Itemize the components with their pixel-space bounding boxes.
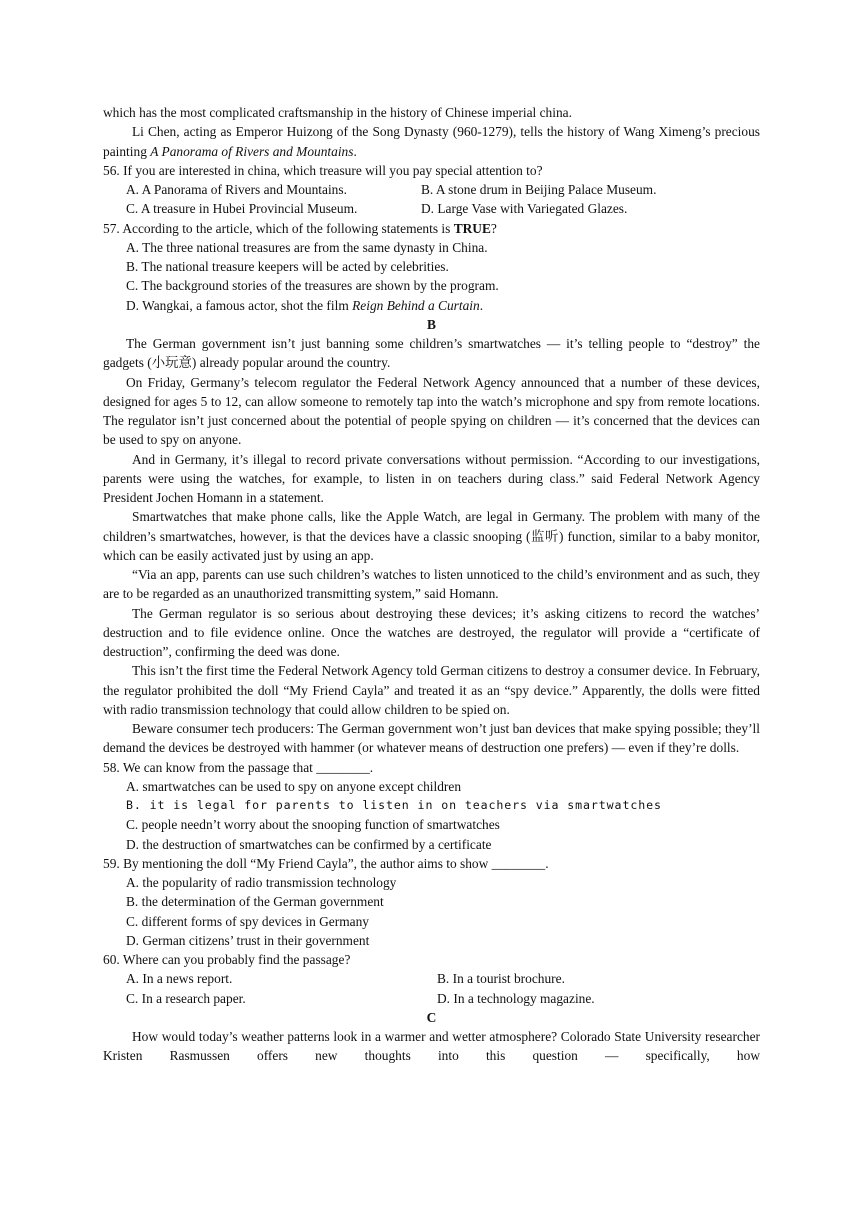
question-56 [103,161,760,219]
q60-option-b: B. In a tourist brochure. [437,971,565,987]
section-b-paragraph-6: The German regulator is so serious about destroying these devices; it’s asking citizens to record the watches’ destruction and to file evidence online. Once the watches are destroyed, the regulator will provide a “certificate of destruction”, confirming the deed was done. [103,605,760,659]
question-60-stem: 60. Where can you probably find the passage? [103,952,351,967]
exam-page [103,103,760,1066]
q60-option-a: A. In a news report. [126,971,233,987]
q58-option-a: A. smartwatches can be used to spy on anyone except children [126,778,462,794]
passage-a-li-chen-paragraph: Li Chen, acting as Emperor Huizong of the Song Dynasty (960-1279), tells the history of Wang Ximeng’s precious painting A Panorama of Rivers and Mountains. [103,124,760,159]
q60-option-d: D. In a technology magazine. [437,990,595,1006]
section-c-paragraph-1: How would today’s weather patterns look in a warmer and wetter atmosphere? Colorado State University researcher Kristen Rasmussen offers new thoughts into this question — specifically, how [103,1029,760,1064]
q58-option-d: D. the destruction of smartwatches can be confirmed by a certificate [126,836,492,852]
section-b-paragraph-5: “Via an app, parents can use such children’s watches to listen unnoticed to the child’s environment and as such, they are to be regarded as an unauthorized transmitting system,” said Homann. [103,567,760,602]
q58-option-b: B. it is legal for parents to listen in on teachers via smartwatches [126,798,662,812]
q56-option-a: A. A Panorama of Rivers and Mountains. [126,182,347,197]
q57-option-c: C. The background stories of the treasures are shown by the program. [126,278,499,294]
question-59-stem: 59. By mentioning the doll “My Friend Cayla”, the author aims to show ________. [103,855,549,871]
question-58 [103,758,760,854]
section-b-paragraph-1: The German government isn’t just banning some children’s smartwatches — it’s telling people to “destroy” the gadgets (小玩意) already popular around the country. [103,336,760,371]
q58-option-c: C. people needn’t worry about the snooping function of smartwatches [126,817,500,833]
q59-option-c: C. different forms of spy devices in Germany [126,913,369,929]
q57-option-d: D. Wangkai, a famous actor, shot the film Reign Behind a Curtain. [126,297,484,313]
section-b-paragraph-3: And in Germany, it’s illegal to record private conversations without permission. “According to our investigations, parents were using the watches, for example, to listen in on teachers during class.” said Federal Network Agency President Jochen Homann in a statement. [103,451,760,505]
question-56-stem: 56. If you are interested in china, which treasure will you pay special attention to? [103,162,543,178]
q59-option-b: B. the determination of the German government [126,894,384,910]
q57-option-a: A. The three national treasures are from the same dynasty in China. [126,239,488,255]
q59-option-d: D. German citizens’ trust in their government [126,932,370,948]
question-59 [103,854,760,950]
question-58-stem: 58. We can know from the passage that ________. [103,759,374,775]
question-60 [103,950,760,1008]
section-b-paragraph-2: On Friday, Germany’s telecom regulator the Federal Network Agency announced that a number of these devices, designed for ages 5 to 12, can allow someone to remotely tap into the watch’s microphone and spy from remote locations. The regulator isn’t just concerned about the potential of people spying on children — it’s concerned that the devices can be used to spy on anyone. [103,374,760,448]
section-b-paragraph-4: Smartwatches that make phone calls, like the Apple Watch, are legal in Germany. The problem with many of the children’s smartwatches, however, is that the devices have a classic snooping (监听) function, similar to a baby monitor, which can be easily activated just by using an app. [103,509,760,563]
q59-option-a: A. the popularity of radio transmission technology [126,875,397,890]
section-c-heading: C [426,1009,437,1025]
section-b-paragraph-7: This isn’t the first time the Federal Network Agency told German citizens to destroy a consumer device. In February, the regulator prohibited the doll “My Friend Cayla” and treated it as an “spy device.” Apparently, the dolls were fitted with radio transmission technology that could allow children to be spied on. [103,663,760,717]
q56-option-d: D. Large Vase with Variegated Glazes. [421,201,628,217]
q57-option-b: B. The national treasure keepers will be acted by celebrities. [126,259,449,274]
painting-title: A Panorama of Rivers and Mountains [150,143,354,159]
question-57 [103,219,760,315]
q60-option-c: C. In a research paper. [126,990,246,1006]
passage-a-tail-paragraph: which has the most complicated craftsmanship in the history of Chinese imperial china. [103,105,572,120]
q56-option-c: C. A treasure in Hubei Provincial Museum. [126,201,358,217]
section-b-paragraph-8: Beware consumer tech producers: The German government won’t just ban devices that make spying possible; they’ll demand the devices be destroyed with hammer (or whatever means of destruction one prefers) — even if they’re dolls. [103,721,760,756]
section-b-heading: B [427,316,436,332]
q56-option-b: B. A stone drum in Beijing Palace Museum. [421,182,657,197]
question-57-stem: 57. According to the article, which of the following statements is TRUE? [103,220,497,236]
